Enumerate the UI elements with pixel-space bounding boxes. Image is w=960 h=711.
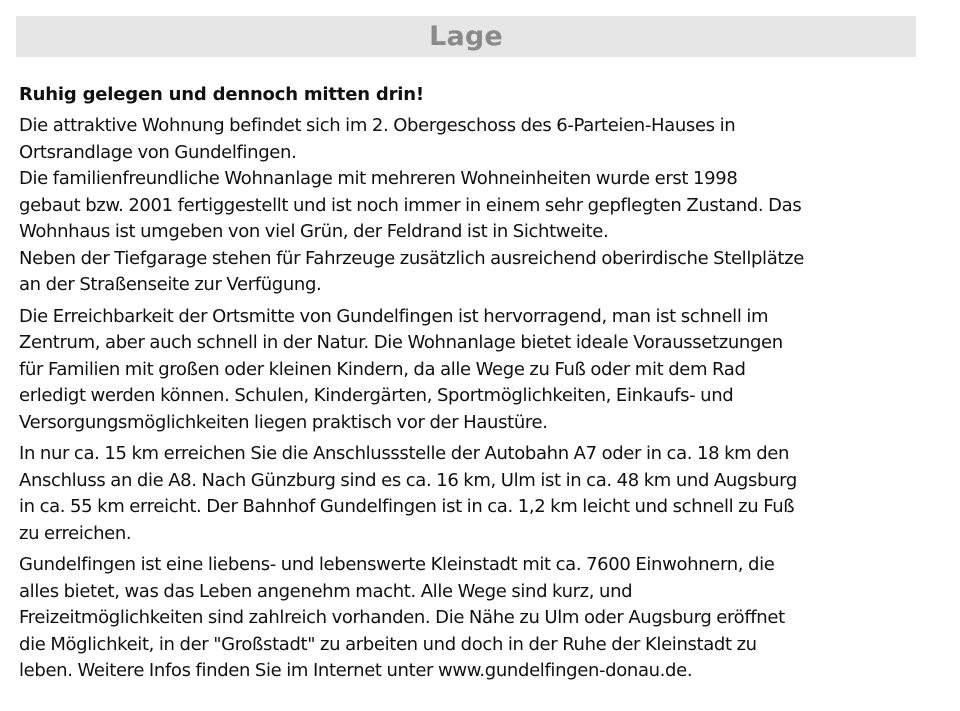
text-line: Gundelfingen ist eine liebens- und lebenswerte Kleinstadt mit ca. 7600 Einwohnern, die xyxy=(19,554,775,575)
text-line: Versorgungsmöglichkeiten liegen praktisch vor der Haustüre. xyxy=(19,411,548,433)
paragraph-accessibility xyxy=(19,304,924,437)
text-line: erledigt werden können. Schulen, Kindergärten, Sportmöglichkeiten, Einkaufs- und xyxy=(19,385,734,406)
text-line: für Familien mit großen oder kleinen Kindern, da alle Wege zu Fuß oder mit dem Rad xyxy=(19,358,746,380)
text-line: Die attraktive Wohnung befindet sich im 2. Obergeschoss des 6-Parteien-Hauses in xyxy=(19,115,736,136)
text-line: Neben der Tiefgarage stehen für Fahrzeuge zusätzlich ausreichend oberirdische Stellplätze xyxy=(19,247,804,269)
text-line: gebaut bzw. 2001 fertiggestellt und ist noch immer in einem sehr gepflegten Zustand. Das xyxy=(19,194,802,216)
text-line: alles bietet, was das Leben angenehm macht. Alle Wege sind kurz, und xyxy=(19,580,633,602)
text-line: Anschluss an die A8. Nach Günzburg sind es ca. 16 km, Ulm ist in ca. 48 km und Augsburg xyxy=(19,469,797,491)
text-line: die Möglichkeit, in der "Großstadt" zu arbeiten und doch in der Ruhe der Kleinstadt zu xyxy=(19,633,757,655)
section-title: Lage xyxy=(429,21,503,52)
text-line: in ca. 55 km erreicht. Der Bahnhof Gundelfingen ist in ca. 1,2 km leicht und schnell zu Fuß xyxy=(19,496,795,517)
paragraph-transport xyxy=(19,441,924,547)
text-line: an der Straßenseite zur Verfügung. xyxy=(19,274,322,295)
section-title-bar xyxy=(16,16,916,57)
text-line: leben. Weitere Infos finden Sie im Internet unter www.gundelfingen-donau.de. xyxy=(19,660,693,681)
location-description xyxy=(19,82,924,690)
paragraph-apartment xyxy=(19,113,924,299)
paragraph-town xyxy=(19,552,924,685)
text-line: zu erreichen. xyxy=(19,522,132,544)
text-line: Die Erreichbarkeit der Ortsmitte von Gundelfingen ist hervorragend, man ist schnell im xyxy=(19,305,769,327)
section-heading: Ruhig gelegen und dennoch mitten drin! xyxy=(19,84,424,105)
text-line: Wohnhaus ist umgeben von viel Grün, der Feldrand ist in Sichtweite. xyxy=(19,221,609,242)
text-line: Ortsrandlage von Gundelfingen. xyxy=(19,141,297,163)
text-line: In nur ca. 15 km erreichen Sie die Anschlussstelle der Autobahn A7 oder in ca. 18 km den xyxy=(19,443,790,464)
text-line: Zentrum, aber auch schnell in der Natur. Die Wohnanlage bietet ideale Voraussetzungen xyxy=(19,332,783,353)
text-line: Freizeitmöglichkeiten sind zahlreich vorhanden. Die Nähe zu Ulm oder Augsburg eröffnet xyxy=(19,607,785,628)
text-line: Die familienfreundliche Wohnanlage mit mehreren Wohneinheiten wurde erst 1998 xyxy=(19,168,738,189)
